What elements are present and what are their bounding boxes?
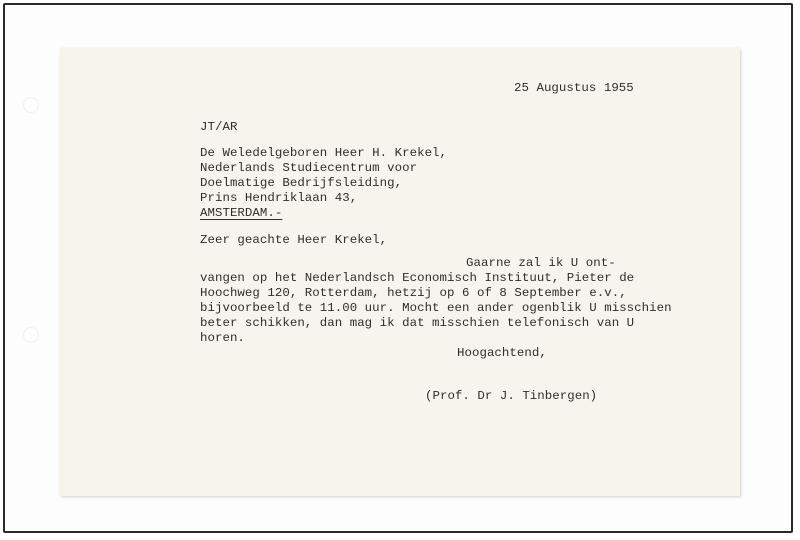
body-line: Gaarne zal ik U ont- [466, 256, 616, 270]
address-city: AMSTERDAM.- [200, 206, 283, 220]
body-line: bijvoorbeeld te 11.00 uur. Mocht een ander ogenblik U misschien [200, 301, 672, 315]
body-line: vangen op het Nederlandsch Economisch Instituut, Pieter de [200, 271, 635, 285]
punch-hole [23, 327, 39, 343]
address-line: Prins Hendriklaan 43, [200, 191, 358, 205]
body-line: horen. [200, 331, 245, 345]
letter-date: 25 Augustus 1955 [514, 81, 634, 95]
salutation: Zeer geachte Heer Krekel, [200, 233, 388, 247]
body-line: Hoochweg 120, Rotterdam, hetzij op 6 of 8 September e.v., [200, 286, 627, 300]
signature: (Prof. Dr J. Tinbergen) [425, 389, 598, 403]
closing: Hoogachtend, [457, 346, 547, 360]
reference-code: JT/AR [200, 120, 238, 134]
address-line: De Weledelgeboren Heer H. Krekel, [200, 146, 448, 160]
address-line: Nederlands Studiecentrum voor [200, 161, 418, 175]
address-line: Doelmatige Bedrijfsleiding, [200, 176, 403, 190]
punch-hole [23, 97, 39, 113]
body-line: beter schikken, dan mag ik dat misschien telefonisch van U [200, 316, 635, 330]
